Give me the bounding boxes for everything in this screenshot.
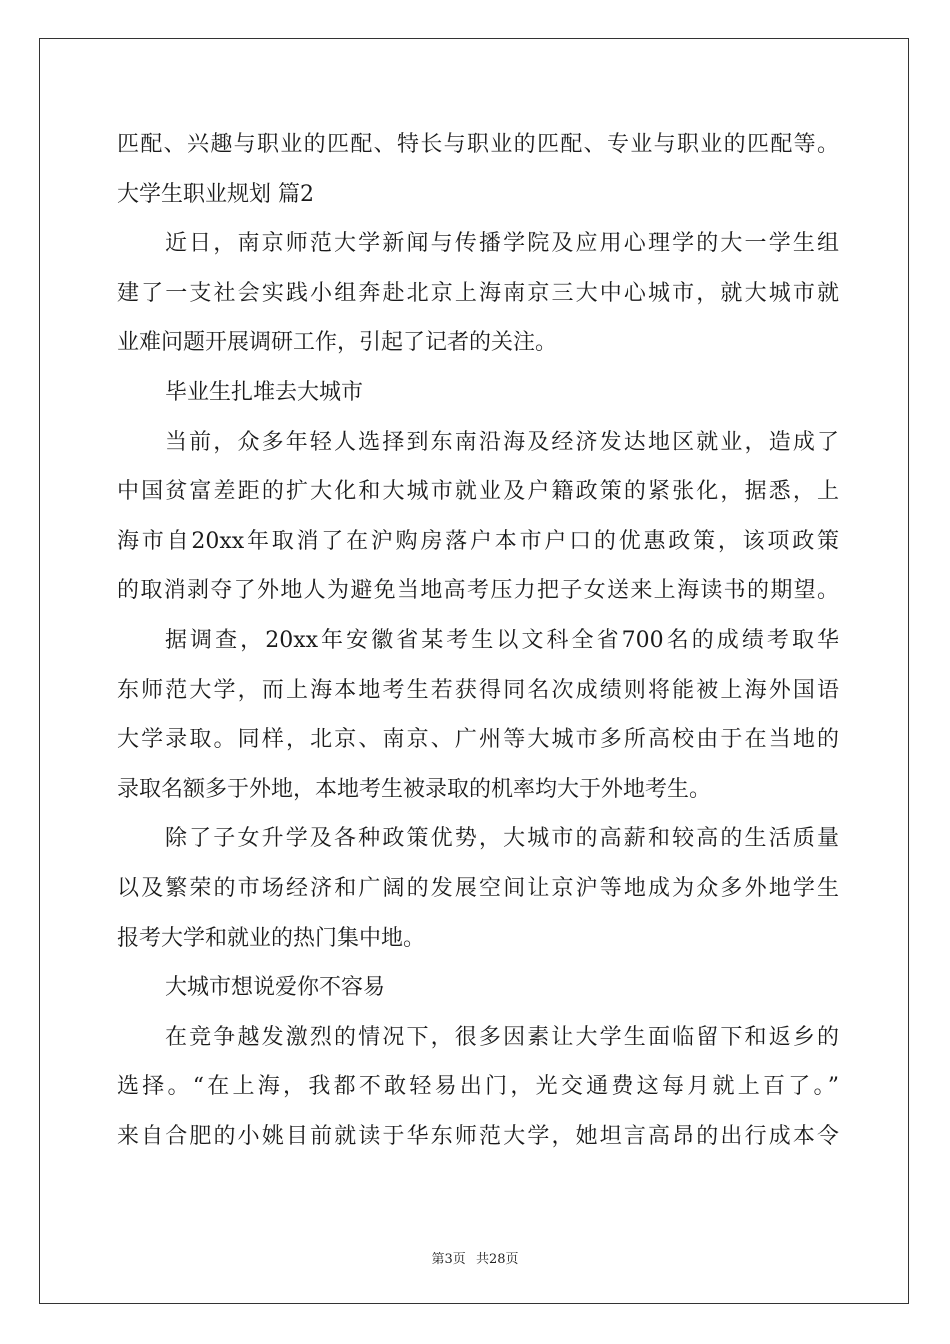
document-body — [117, 127, 839, 1168]
text-line: 除了子女升学及各种政策优势，大城市的高薪和较高的生活质量 — [165, 826, 839, 852]
text-line: 大学录取。同样，北京、南京、广州等大城市多所高校由于在当地的 — [117, 727, 839, 753]
text-line: 建了一支社会实践小组奔赴北京上海南京三大中心城市，就大城市就 — [117, 280, 839, 306]
text-line: 来自合肥的小姚目前就读于华东师范大学，她坦言高昂的出行成本令 — [117, 1123, 839, 1149]
text-line: 海市自20xx年取消了在沪购房落户本市户口的优惠政策，该项政策 — [117, 528, 839, 554]
text-line: 大学生职业规划 篇2 — [117, 181, 314, 207]
text-line: 当前，众多年轻人选择到东南沿海及经济发达地区就业，造成了 — [165, 429, 839, 455]
text-line: 毕业生扎堆去大城市 — [165, 379, 364, 405]
page-number: 第3页 — [431, 1252, 466, 1267]
text-line: 以及繁荣的市场经济和广阔的发展空间让京沪等地成为众多外地学生 — [117, 875, 839, 901]
text-line: 据调查，20xx年安徽省某考生以文科全省700名的成绩考取华 — [165, 627, 839, 653]
text-line: 业难问题开展调研工作，引起了记者的关注。 — [117, 330, 558, 356]
text-line: 在竞争越发激烈的情况下，很多因素让大学生面临留下和返乡的 — [165, 1024, 839, 1050]
page-footer — [0, 1248, 950, 1267]
text-line: 报考大学和就业的热门集中地。 — [117, 925, 426, 951]
text-line: 大城市想说爱你不容易 — [165, 975, 386, 1001]
page-total: 共28页 — [475, 1252, 519, 1267]
text-line: 近日，南京师范大学新闻与传播学院及应用心理学的大一学生组 — [165, 231, 839, 257]
text-line: 中国贫富差距的扩大化和大城市就业及户籍政策的紧张化，据悉，上 — [117, 479, 839, 505]
text-line: 匹配、兴趣与职业的匹配、特长与职业的匹配、专业与职业的匹配等。 — [117, 132, 839, 157]
text-line: 录取名额多于外地，本地考生被录取的机率均大于外地考生。 — [117, 776, 712, 802]
text-line: 东师范大学，而上海本地考生若获得同名次成绩则将能被上海外国语 — [117, 677, 839, 703]
text-line: 的取消剥夺了外地人为避免当地高考压力把子女送来上海读书的期望。 — [117, 578, 839, 604]
text-line: 选择。“在上海，我都不敢轻易出门，光交通费这每月就上百了。” — [117, 1074, 839, 1100]
